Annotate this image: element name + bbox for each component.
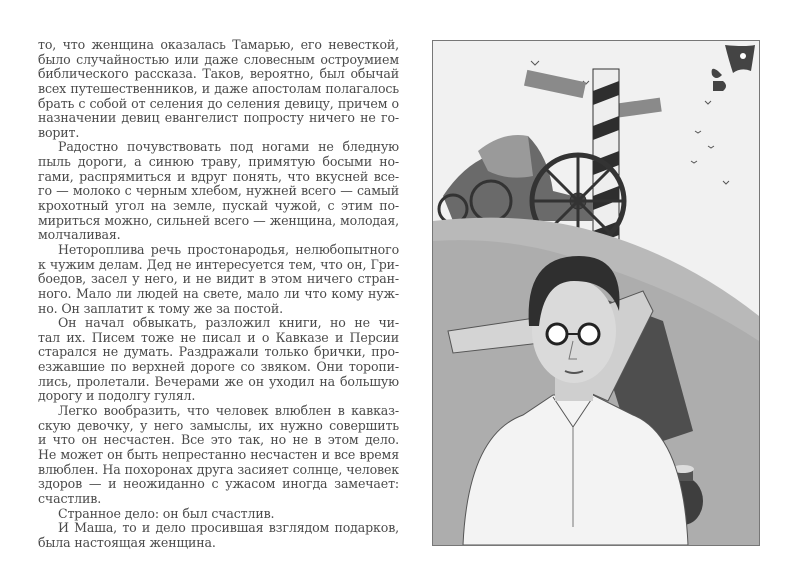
text-line: Легко вообразить, что человек влюблен в кавказ- — [58, 403, 399, 419]
text-line: влюблен. На похоронах друга засияет солнце, человек — [38, 461, 399, 477]
text-line: здоров — и неожиданно с ужасом иногда замечает: — [38, 476, 399, 492]
text-line: счастлив. — [38, 490, 102, 506]
text-line: дорогу и подолгу гулял. — [38, 388, 196, 404]
text-line: брать с собой от селения до селения девицу, причем о — [38, 95, 399, 111]
text-line: старался не думать. Раздражали только брички, про- — [38, 344, 399, 360]
text-line: и что он несчастен. Все это так, но не в этом дело. — [38, 432, 399, 448]
text-line: мириться можно, сильней всего — женщина, молодая, — [38, 212, 399, 228]
text-line: к чужим делам. Дед не интересуется тем, что он, Гри- — [38, 256, 399, 272]
text-line: Нетороплива речь простонародья, нелюбопытного — [58, 241, 399, 257]
text-line: Странное дело: он был счастлив. — [58, 505, 275, 521]
text-line: скую девочку, у него замыслы, их нужно совершить — [38, 417, 399, 433]
text-line: Радостно почувствовать под ногами не бледную — [58, 139, 399, 155]
text-line: ного. Мало ли людей на свете, мало ли что кому нуж- — [38, 285, 399, 301]
text-line: то, что женщина оказалась Тамарью, его невесткой, — [38, 37, 399, 52]
book-illustration — [432, 40, 760, 546]
text-line: ворит. — [38, 124, 80, 140]
text-line: пыль дороги, а синюю траву, примятую босыми но- — [38, 154, 399, 170]
text-line: тал их. Писем тоже не писал и о Кавказе и Персии — [38, 329, 399, 345]
text-line: го — молоко с черным хлебом, нужней всего — самый — [38, 183, 399, 199]
text-line: назначении девиц евангелист попросту ничего не го- — [38, 110, 399, 126]
text-line: лись, пролетали. Вечерами же он уходил на большую — [38, 373, 399, 389]
text-line: всех путешественников, и даже апостолам полагалось — [38, 80, 399, 96]
text-line: И Маша, то и дело просившая взглядом подарков, — [58, 520, 399, 536]
text-line: но. Он заплатит к тому же за постой. — [38, 300, 283, 316]
text-line: было случайностью или даже словесным остроумием — [38, 51, 399, 67]
text-line: Не может он быть непрестанно несчастен и все время — [38, 446, 399, 462]
illustration-drawing — [433, 41, 759, 545]
page-text-column — [38, 38, 399, 550]
text-line: библического рассказа. Таков, вероятно, был обычай — [38, 66, 399, 82]
corner-ornament-icon — [712, 45, 755, 91]
text-line: была настоящая женщина. — [38, 534, 216, 550]
text-line: гами, распрямиться и вдруг понять, что вкусней все- — [38, 168, 399, 184]
text-line: езжавшие по верхней дороге со звяком. Они торопи- — [38, 359, 399, 375]
text-line: боедов, засел у него, и не видит в этом ничего стран- — [38, 271, 399, 287]
text-line: Он начал обвыкать, разложил книги, но не чи- — [58, 315, 399, 331]
text-line: молчаливая. — [38, 227, 121, 243]
text-line: крохотный угол на земле, пускай чужой, с этим по- — [38, 198, 399, 214]
